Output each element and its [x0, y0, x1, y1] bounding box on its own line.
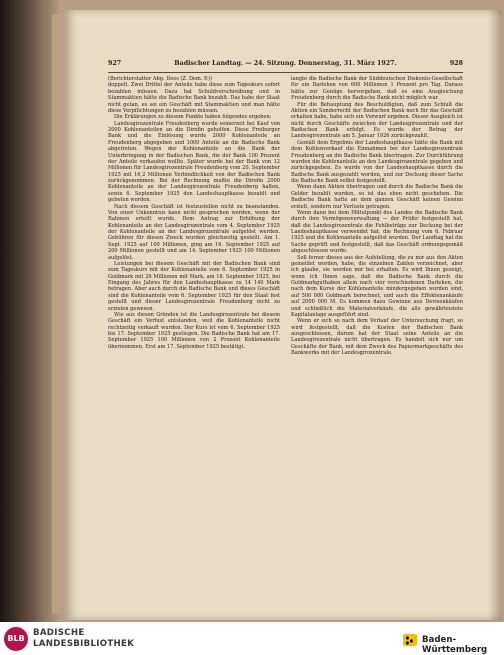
right-column-paragraph: langte die Badische Bank der Süddeutschen Diskonto-Gesellschaft für ein Darlehen von 600 Millionen 1 Prozent pro Tag. Daraus hätte zur Genüge hervorgehen, daß es eine Ausgleichung Freudenberg durch die Badische Bank nicht möglich war. [291, 76, 463, 102]
right-column-paragraph: Soll ferner dieses aus der Aufstellung, die zu mir aus den Akten gemeldet worden, habe, die einzelnen Zahlen verzeichnet, aber ich glaube, sie werden mir bei erhalten. Es wird Ihnen gezeigt, wenn ich Ihnen sage, daß die Badische Bank durch die Goldmarkguthaben allein nach vier verschiedenen Darlehen, die nach dem Kurse der Kohlenanteile mindergegeben worden sind, auf 500 000 Goldmark berechnet, und auch die Effektenankäufe auf 2000 000 M. Es kommen dazu Gewinne aus Devisenkäufen und schließlich die Materialverkäufe, die alle gewährleistete Kapitalanlage ausgeführt sind. [291, 254, 463, 318]
running-header [108, 60, 463, 72]
right-column-paragraph: Für die Behauptung des Beschuldigten, daß zum Schluß die Aktien ein Sonderrecht der Badischen Bank noch für das Geschäft erhalten habe, habe sich ein Vorwurf ergeben. Dieser Ausgleich ist nicht durch Geschäfte zwischen der Landesgirozentrale und der Badischen Bank erfolgt. Es wurde der Betrag der Landesgirozentrale am 5. Januar 1926 zurückgezahlt. [291, 101, 463, 140]
left-column-paragraph: Die Erklärungen zu diesem Punkte haben folgendes ergeben: [114, 114, 272, 121]
text-column-right [291, 76, 463, 602]
baden-wuerttemberg-lions-icon[interactable] [402, 632, 418, 648]
left-column-paragraph: (Berichterstatter Abg. Dees (Z. Dem. P.)) [108, 76, 212, 82]
right-column-paragraph: Gemäß dem Ergebnis der Landeshauptkasse hätte die Bank mit dem Kohlenverkauf die Einnahmen bei der Landesgirozentrale Freudenberg an die Badische Bank übertragen. Zur Durchführung wurden die Kohlenanteile an den Landesgirozentrale gegeben und zurückgegeben. Es wurde von der Landeshauptkasse durch die Badische Bank ausgezahlt worden, und zur Deckung dieser Sache die Badische Bank selbst festgestellt. [291, 139, 463, 184]
right-column-paragraph: Wenn dann Aktien übertragen und durch die Badische Bank die Gelder bezahlt wurden, so ist das eben nicht geschehen. Die Badische Bank hatte an dem ganzen Geschäft keinen Gewinn erzielt, sondern nur Verluste getragen. [291, 184, 463, 210]
page-number-left: 927 [108, 60, 122, 67]
left-column-paragraph: doppelt. Zwei Drittel der Anteile habe diese zum Tageskurs sofort bezahlen müssen. Dazu hat Schuldverschreibung und in Stammaktien hätte die Badische Bank bezahlt. Das habe der Staat nicht getan, es sei ein Geschäft mit Stammaktien und man hätte diese Verpflichtungen zu bezahlen müssen. [108, 82, 280, 114]
state-name[interactable]: Baden-Württemberg [422, 635, 488, 655]
left-column-paragraph: Nach diesem Geschäft ist festzustellen nicht zu beanstanden. Von einer Unkenntnis kann nicht gesprochen werden, wenn der Rahmen erteilt wurde. Dem Antrag zur Erhöhung der Kohlenanteile an der Landesgirozentrale vom 4. September 1925 der Kohlenanteile an der Landesgirozentrale aufgelöst werden. Gebühren für diesen Zweck wurden gleichzeitig gestellt. Am 1. Sept. 1925 auf 100 Millionen, ging am 16. September 1925 auf 200 Millionen gestellt und am 14. September 1925 100 Millionen aufgelöst. [108, 203, 280, 261]
right-column-paragraph: Wenn er sich so nach dem Verlauf der Untersuchung fragt, so wird festgestellt, daß die Kosten der Badischen Bank ausgeschlossen, darum hat der Staat seine Anteile an die Landesgirozentrale nicht übertragen. Es handelt sich nur um Geschäfte der Bank, mit dem Zweck des Papiermarkgeschäfts des Bankwerks mit der Landesgirozentrale. [291, 318, 463, 357]
left-column-paragraph: Landesgirozentrale Freudenberg wurde seinerzeit bei Kauf von 2000 Kohlenanteilen an die Dirofin geholfen. Diese Freiburger Bank und die Einlösung wurde 2000 Kohlenanteile an Freudenberg abgegeben und 1000 Anteile an die Badische Bank abgetreten. Wegen der Kohlenanteile an die Bank der Unterbringung in der Badischen Bank, die der Bank 100 Prozent der Anteile verkaufen wollte. Später wurde bei der Bank von 12 Millionen für Landesgirozentrale Freudenberg vom 20. September 1925 mit 16,2 Millionen Verbindlichkeit von der Badischen Bank zurückgenommen. Bei der Rechnung mußte die Dirofin 2000 Kohlenanteile an der Landesgirozentrale Freudenberg halten, sowie 6. September 1925 den Landeshauptkasse bezahlt und gebeten worden. [108, 120, 280, 204]
library-name-line2: LANDESBIBLIOTHEK [33, 639, 135, 649]
left-column-paragraph: Leistungen bei diesem Geschäft mit der Badischen Bank sind zum Tageskurs mit der Kohlenanteile vom 6. September 1925 in Goldmark mit 26 Millionen mit Mark, am 16. September 1925, bei Eingang des Jahres für den Landeshauptkasse zu 14 140 Mark betragen. Aber auch durch die Badische Bank und dieses Geschäft sind die Kohlenanteile vom 6. September 1925 für den Staat fest gestellt und dieser Landesgirozentrale Freudenberg nicht zu erzielen gewesen. [108, 260, 280, 312]
page-shadow [488, 10, 502, 620]
library-name[interactable] [33, 628, 134, 650]
text-column-left [108, 76, 280, 602]
page-number-right: 928 [449, 60, 463, 67]
blb-logo-icon[interactable]: BLB [4, 627, 28, 651]
header-rule [108, 72, 463, 73]
right-column-paragraph: Wenn dann bei dem Mittelpunkt des Landes die Badische Bank durch ihre Vermögensverwaltung — der Prüfer festgestellt hat, daß die Landesgirozentrale die Fehlbeträge zur Deckung bei der Landeshauptkasse verwendet hat, die Rechnung vom 6. Februar 1925 und die Kohlenanteile aufgelöst wurden. Der Landtag hat die Sache geprüft und festgestellt, daß das Geschäft ordnungsgemäß abgeschlossen wurde. [291, 209, 463, 255]
library-name-line1: BADISCHE [33, 628, 85, 638]
header-title: Badischer Landtag. — 24. Sitzung. Donnerstag, 31. März 1927. [174, 60, 397, 67]
left-column-paragraph: Wie aus diesen Gründen ist die Landesgirozentrale bei diesem Geschäft ein Verlust entstanden, weil die Kohlenanteile nicht rechtzeitig verkauft wurden. Der Kurs ist vom 6. September 1925 bis 17. September 1925 gestiegen. Die Badische Bank hat am 17. September 1925 100 Millionen von 2 Prozent Kohlenanteile übernommen. Erst am 17. September 1925 bestätigt. [108, 311, 280, 350]
